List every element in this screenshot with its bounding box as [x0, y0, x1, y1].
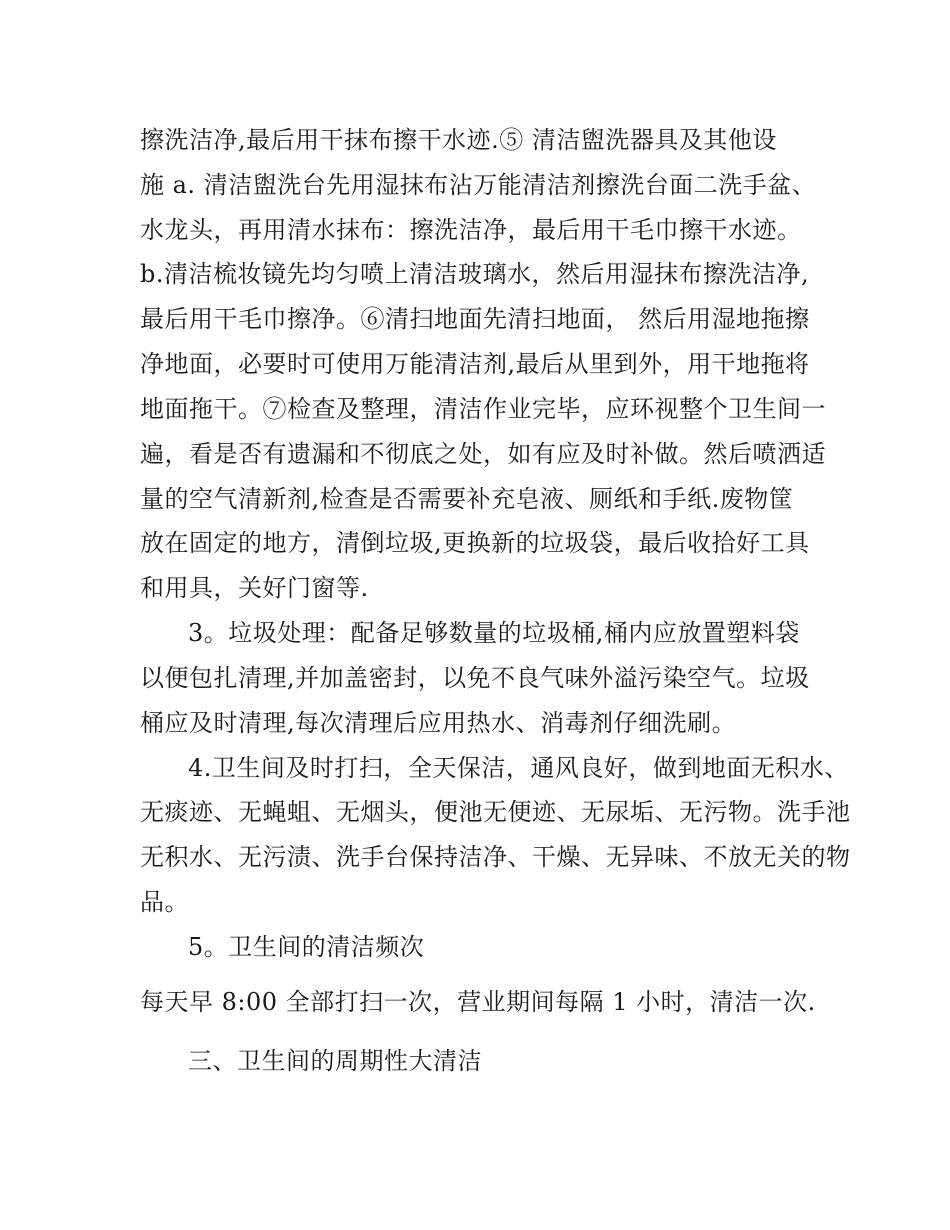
text-line-10: 放在固定的地方，清倒垃圾,更换新的垃圾袋，最后收拾好工具 — [140, 529, 810, 557]
text-line-12: 3。垃圾处理：配备足够数量的垃圾桶,桶内应放置塑料袋 — [188, 619, 800, 647]
text-line-11: 和用具，关好门窗等. — [140, 574, 369, 602]
section-heading: 三、卫生间的周期性大清洁 — [188, 1047, 482, 1075]
text-line-13: 以便包扎清理,并加盖密封，以免不良气味外溢污染空气。垃圾 — [140, 664, 810, 692]
text-line-3: 水龙头，再用清水抹布：擦洗洁净，最后用干毛巾擦干水迹。 — [140, 216, 802, 244]
text-line-14: 桶应及时清理,每次清理后应用热水、消毒剂仔细洗刷。 — [140, 709, 737, 737]
text-line-2: 施 a. 清洁盥洗台先用湿抹布沾万能清洁剂擦洗台面二洗手盆、 — [140, 171, 817, 199]
text-line-9: 量的空气清新剂,检查是否需要补充皂液、厕纸和手纸.废物筐 — [140, 485, 794, 513]
text-line-4: b.清洁梳妆镜先均匀喷上清洁玻璃水，然后用湿抹布擦洗洁净, — [140, 260, 810, 288]
text-line-8: 遍，看是否有遗漏和不彻底之处，如有应及时补做。然后喷洒适 — [140, 440, 826, 468]
text-line-1: 擦洗洁净,最后用干抹布擦干水迹.⑤ 清洁盥洗器具及其他设 — [140, 126, 777, 154]
text-line-18: 品。 — [140, 888, 189, 916]
text-line-15: 4.卫生间及时打扫，全天保洁，通风良好，做到地面无积水、 — [188, 754, 849, 782]
text-line-7: 地面拖干。⑦检查及整理，清洁作业完毕，应环视整个卫生间一 — [140, 395, 826, 423]
text-line-6: 净地面，必要时可使用万能清洁剂,最后从里到外，用干地拖将 — [140, 350, 810, 378]
text-line-5: 最后用干毛巾擦净。⑥清扫地面先清扫地面， 然后用湿地拖擦 — [140, 305, 810, 333]
text-line-20: 每天早 8:00 全部打扫一次，营业期间每隔 1 小时，清洁一次. — [140, 988, 816, 1016]
text-line-17: 无积水、无污渍、洗手台保持洁净、干燥、无异味、不放无关的物 — [140, 843, 851, 871]
text-line-19: 5。卫生间的清洁频次 — [188, 933, 425, 961]
text-line-16: 无痰迹、无蝇蛆、无烟头，便池无便迹、无尿垢、无污物。洗手池 — [140, 798, 851, 826]
